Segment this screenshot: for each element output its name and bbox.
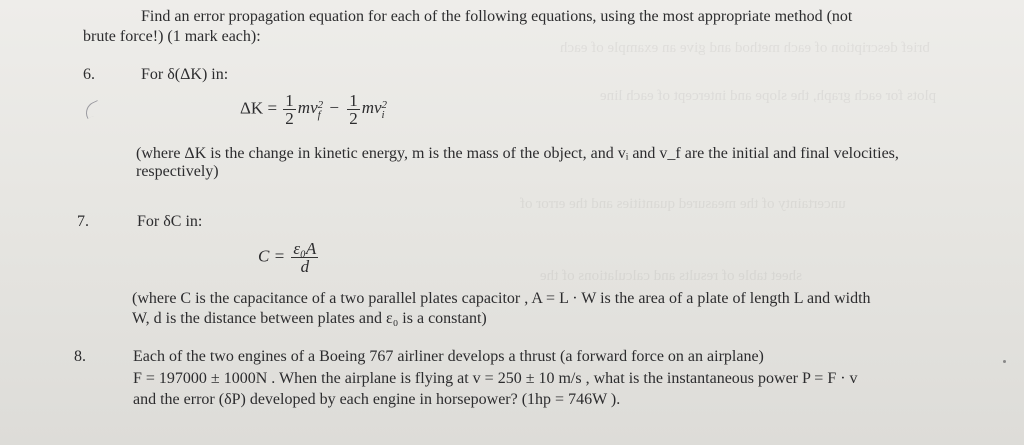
frac-denominator: 2 xyxy=(349,109,358,128)
q6-prompt: For δ(ΔK) in: xyxy=(141,66,229,83)
speck xyxy=(1003,360,1006,363)
minus-sign: − xyxy=(329,98,339,118)
q6-term-final-scripts xyxy=(318,100,324,120)
frac-denominator: d xyxy=(300,257,310,276)
q6-half-fraction-2 xyxy=(347,92,360,127)
sub: f xyxy=(317,108,321,121)
q6-half-fraction xyxy=(283,92,296,127)
frac-numerator: ε₀A xyxy=(293,239,317,258)
frac-denominator: 2 xyxy=(285,109,294,128)
pen-mark xyxy=(82,100,103,119)
bleed-through-text: plots for each graph, the slope and intercept of each line xyxy=(600,88,937,104)
q6-term-final-base: mv xyxy=(297,98,318,118)
q7-prompt: For δC in: xyxy=(137,213,203,230)
q7-equation xyxy=(258,240,320,275)
sub: i xyxy=(381,108,385,121)
q6-term-final xyxy=(297,98,324,121)
q6-eq-lhs: ΔK = xyxy=(240,98,278,118)
frac-numerator: 1 xyxy=(285,91,294,110)
question-number-7: 7. xyxy=(77,213,89,230)
bleed-through-text: sheet table of results and calculations of the xyxy=(540,268,802,284)
q8-line-1: Each of the two engines of a Boeing 767 airliner develops a thrust (a forward force on an airplane) xyxy=(133,348,764,365)
q7-description-line-1: (where C is the capacitance of a two parallel plates capacitor , A = L · W is the area of a plate of length L and width xyxy=(132,290,871,307)
q6-term-initial-scripts xyxy=(382,100,388,120)
instructions-line-2: brute force!) (1 mark each): xyxy=(83,28,261,45)
question-number-6: 6. xyxy=(83,66,95,83)
q6-term-initial xyxy=(361,98,388,121)
bleed-through-text: uncertainty of the measured quantities and the error of xyxy=(520,196,846,212)
sup: 2 xyxy=(381,98,388,111)
frac-numerator: 1 xyxy=(349,91,358,110)
q7-description-line-2: W, d is the distance between plates and ε₀ is a constant) xyxy=(132,310,487,327)
q7-eq-lhs: C = xyxy=(258,246,286,266)
q6-term-initial-base: mv xyxy=(361,98,382,118)
question-number-8: 8. xyxy=(74,348,86,365)
q6-description-line-2: respectively) xyxy=(136,163,219,180)
q6-equation xyxy=(240,92,387,127)
q8-line-3: and the error (δP) developed by each engine in horsepower? (1hp = 746W ). xyxy=(133,391,621,408)
instructions-line-1: Find an error propagation equation for each of the following equations, using the most appropriate method (not xyxy=(141,8,853,25)
q8-line-2: F = 197000 ± 1000N . When the airplane is flying at v = 250 ± 10 m/s , what is the instantaneous power P = F · v xyxy=(133,370,858,387)
sup: 2 xyxy=(317,98,324,111)
q6-description-line-1: (where ΔK is the change in kinetic energy, m is the mass of the object, and vᵢ and v_f are the initial and final velocities, xyxy=(136,145,899,162)
bleed-through-text: brief description of each method and give an example of each xyxy=(560,40,930,56)
q7-fraction xyxy=(291,240,318,275)
